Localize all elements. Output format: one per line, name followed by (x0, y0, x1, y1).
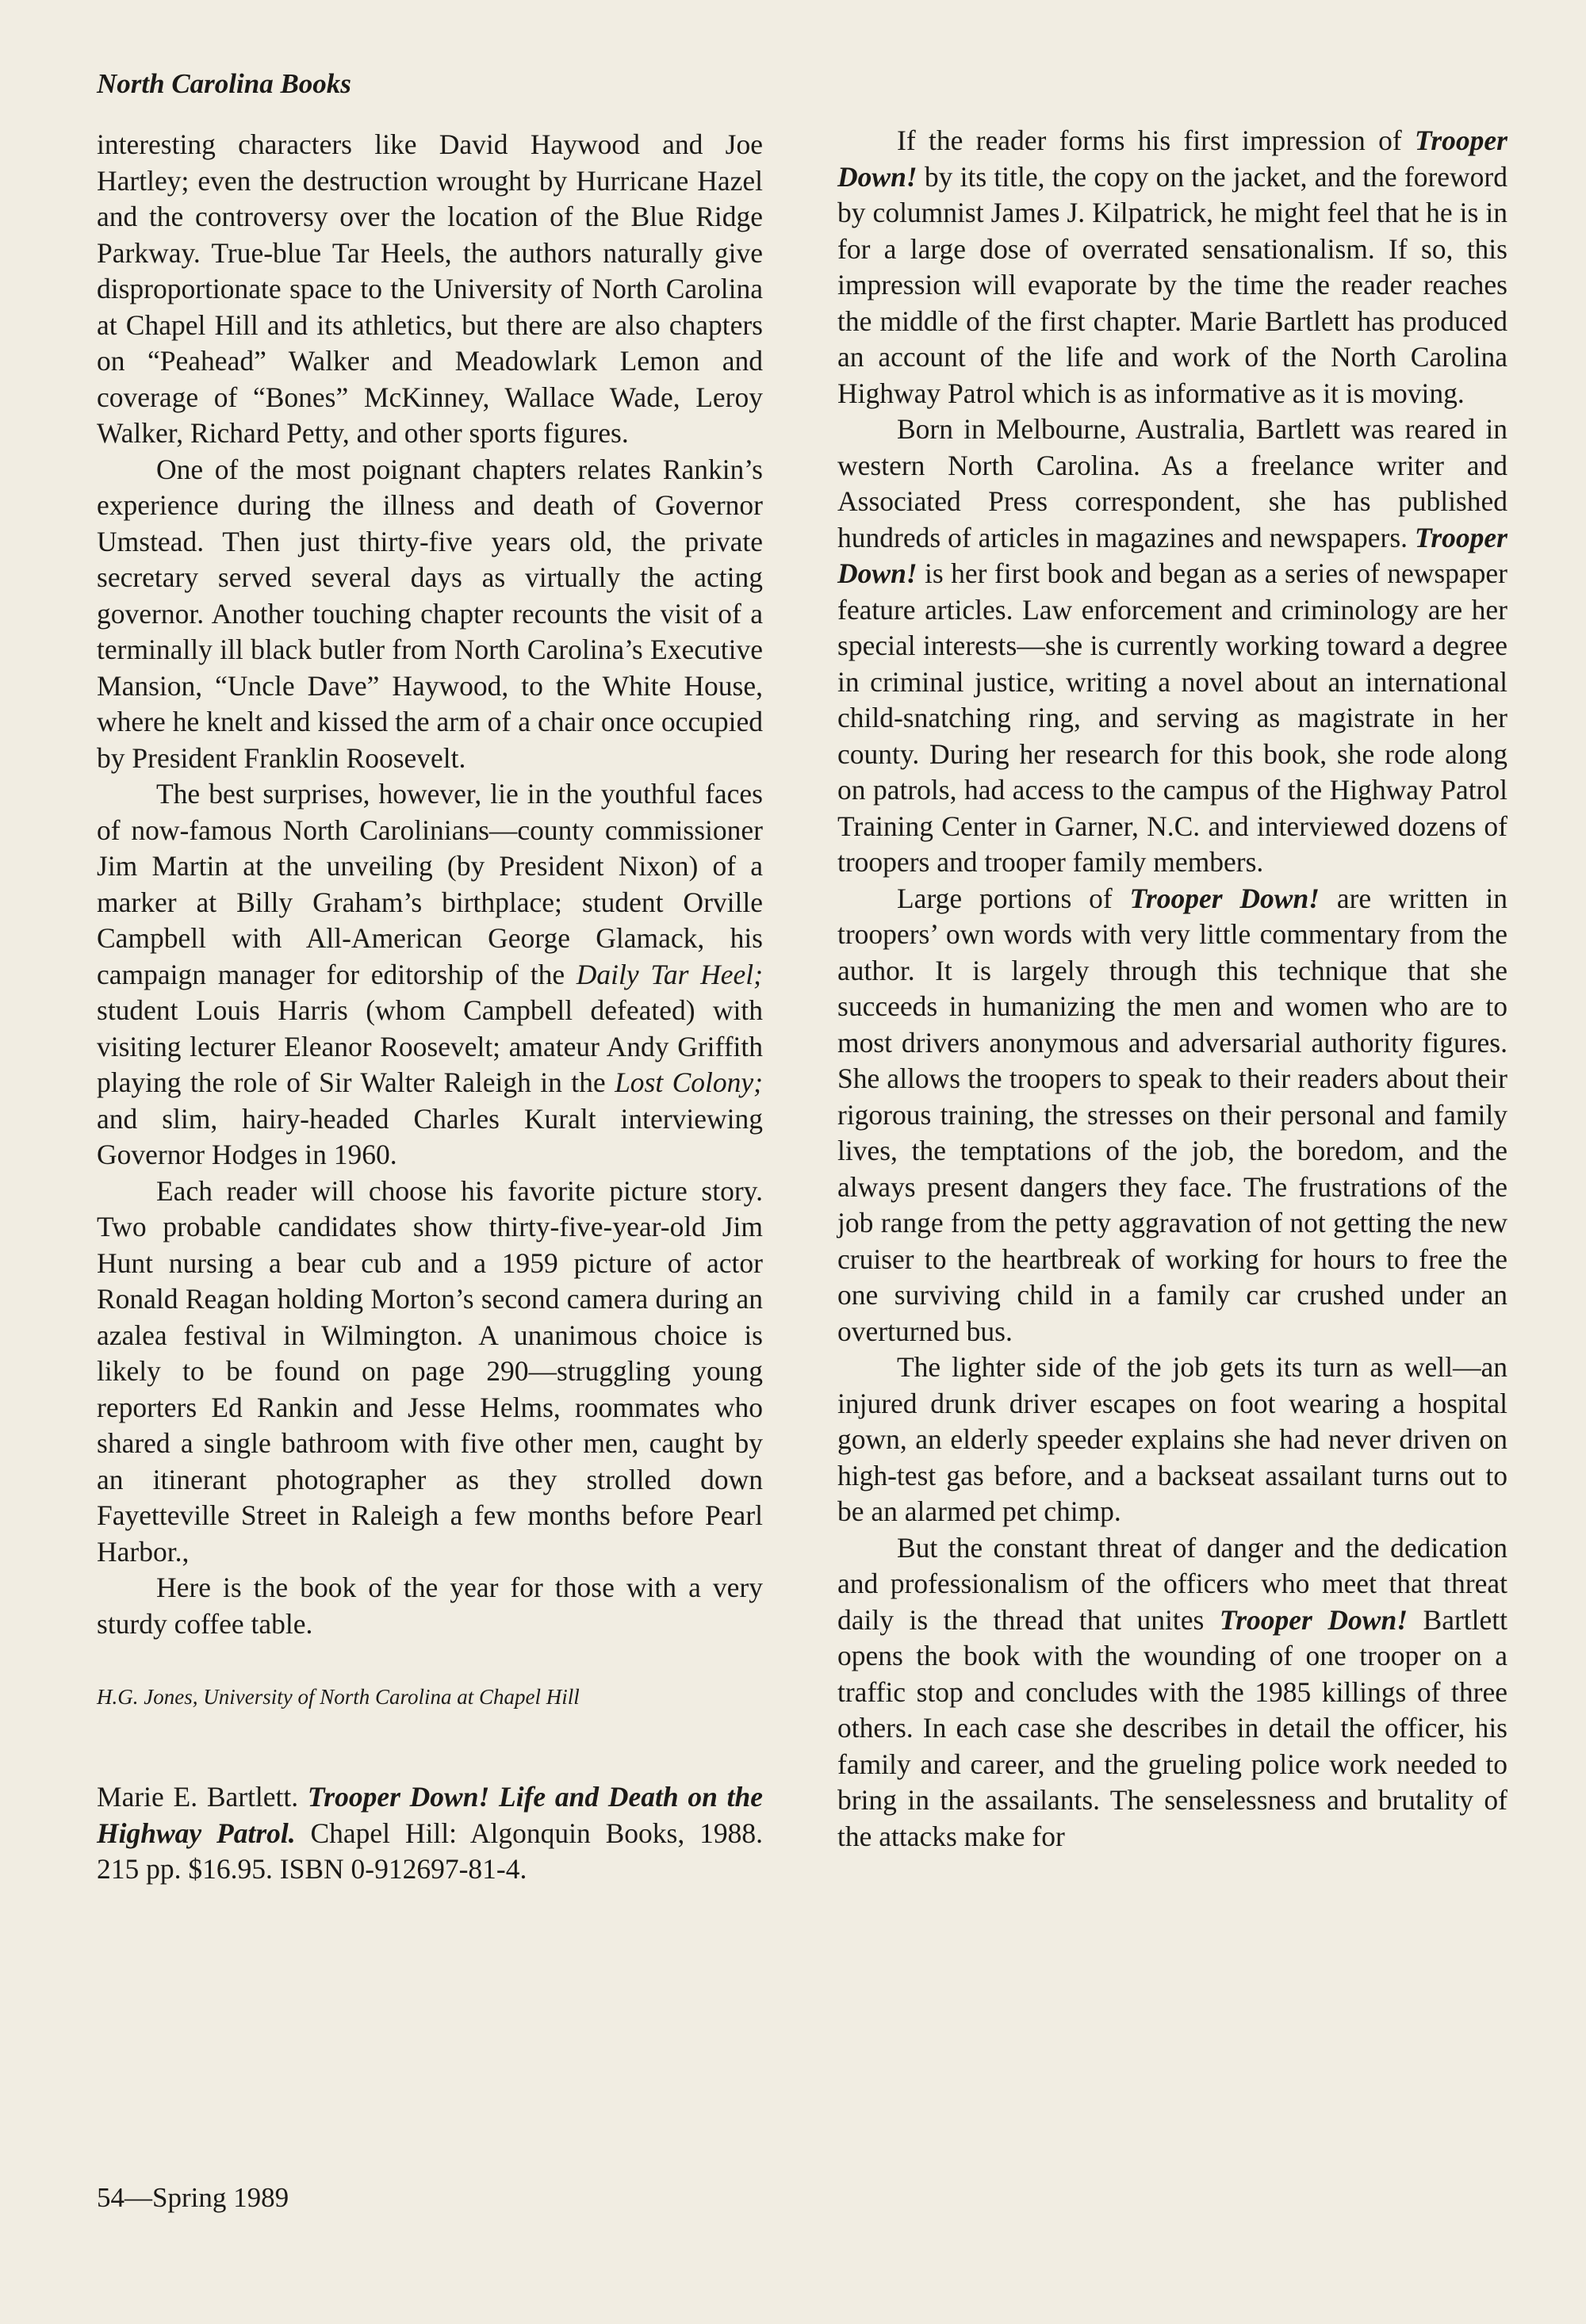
right-paragraph-2 (837, 412, 1507, 881)
right-column (837, 123, 1507, 1855)
right-p1-text-a: If the reader forms his first impression of (897, 124, 1415, 156)
right-p2-text-b: is her first book and began as a series of newspaper feature articles. Law enforcement and criminology are her special interests—she is currently working toward a degree in criminal justice, writing a novel about an international child-snatching ring, and serving as magistrate in her county. During her research for this book, she rode along on patrols, had access to the campus of the Highway Patrol Training Center in Garner, N.C. and interviewed dozens of troopers and trooper family members. (837, 557, 1507, 878)
right-p2-text-a: Born in Melbourne, Australia, Bartlett was reared in western North Carolina. As a freelance writer and Associated Press correspondent, she has published hundreds of articles in magazines and newspapers. (837, 413, 1507, 553)
right-p1-text-b: by its title, the copy on the jacket, and the foreword by columnist James J. Kilpatrick, he might feel that he is in for a large dose of overrated sensationalism. If so, this impression will evaporate by the time the reader reaches the middle of the first chapter. Marie Bartlett has produced an account of the life and work of the North Carolina Highway Patrol which is as informative as it is moving. (837, 160, 1507, 409)
left-paragraph-4: Each reader will choose his favorite picture story. Two probable candidates show thirty-five-year-old Jim Hunt nursing a bear cub and a 1959 picture of actor Ronald Reagan holding Morton’s second camera during an azalea festival in Wilmington. A unanimous choice is likely to be found on page 290—struggling young reporters Ed Rankin and Jesse Helms, roommates who shared a single bathroom with five other men, caught by an itinerant photographer as they strolled down Fayetteville Street in Raleigh a few months before Pearl Harbor., (97, 1174, 763, 1568)
page-folio: 54—Spring 1989 (97, 2182, 289, 2213)
left-paragraph-3 (97, 776, 763, 1173)
citation-author: Marie E. Bartlett. (97, 1781, 308, 1813)
right-paragraph-4: The lighter side of the job gets its turn as well—an injured drunk driver escapes on foot wearing a hospital gown, an elderly speeder explains she had never driven on high-test gas before, and a backseat assailant turns out to be an alarmed pet chimp. (837, 1351, 1507, 1527)
reviewer-byline: H.G. Jones, University of North Carolina at Chapel Hill (97, 1685, 580, 1709)
right-p3-text-a: Large portions of (897, 882, 1130, 914)
trooper-down-title: Trooper Down! (1129, 882, 1320, 914)
left-paragraph-5: Here is the book of the year for those with a very sturdy coffee table. (97, 1572, 763, 1640)
citation-details: Chapel Hill: Algonquin Books, 1988. 215 pp. $16.95. ISBN 0-912697-81-4. (97, 1817, 763, 1885)
right-p3-text-b: are written in troopers’ own words with very little commentary from the author. It is largely through this technique that she succeeds in humanizing the men and women who are to most drivers anonymous and adversarial authority figures. She allows the troopers to speak to their readers about their rigorous training, the stresses on their personal and family lives, the temptations of the job, the boredom, and the always present dangers they face. The frustrations of the job range from the petty aggravation of not getting the new cruiser to the heartbreak of working for hours to free the one surviving child in a family car crushed under an overturned bus. (837, 882, 1507, 1347)
trooper-down-title: Trooper Down! (837, 124, 1507, 193)
right-paragraph-3 (837, 881, 1507, 1350)
right-paragraph-1 (837, 123, 1507, 412)
right-p5-text-b: Bartlett opens the book with the wounding of one trooper on a traffic stop and concludes with the 1985 killings of three others. In each case she describes in detail the officer, his family and career, and the grueling police work needed to bring in the assailants. The senselessness and brutality of the attacks make for (837, 1603, 1507, 1852)
right-p5-text-a: But the constant threat of danger and the dedication and professionalism of the officers who meet that threat daily is the thread that unites (837, 1531, 1507, 1636)
lost-colony-title: Lost Colony; (615, 1066, 763, 1098)
left-paragraph-2: One of the most poignant chapters relates Rankin’s experience during the illness and death of Governor Umstead. Then just thirty-five years old, the private secretary served several days as virtually the acting governor. Another touching chapter recounts the visit of a terminally ill black butler from North Carolina’s Executive Mansion, “Uncle Dave” Haywood, to the White House, where he knelt and kissed the arm of a chair once occupied by President Franklin Roosevelt. (97, 453, 763, 774)
trooper-down-title: Trooper Down! (1219, 1603, 1408, 1636)
trooper-down-title: Trooper Down! (837, 521, 1507, 589)
left-p3-text-a: The best surprises, however, lie in the youthful faces of now-famous North Carolinians—county commissioner Jim Martin at the unveiling (by President Nixon) of a marker at Billy Graham’s birthplace; student Orville Campbell with All-American George Glamack, his campaign manager for editorship of the (97, 778, 763, 990)
running-head: North Carolina Books (97, 68, 351, 99)
left-column (97, 127, 763, 1888)
daily-tar-heel-title: Daily Tar Heel; (576, 958, 763, 990)
left-paragraph-1: interesting characters like David Haywood and Joe Hartley; even the destruction wrought by Hurricane Hazel and the controversy over the location of the Blue Ridge Parkway. True-blue Tar Heels, the authors naturally give disproportionate space to the University of North Carolina at Chapel Hill and its athletics, but there are also chapters on “Peahead” Walker and Meadowlark Lemon and coverage of “Bones” McKinney, Wallace Wade, Leroy Walker, Richard Petty, and other sports figures. (97, 128, 763, 449)
left-p3-text-c: and slim, hairy-headed Charles Kuralt interviewing Governor Hodges in 1960. (97, 1102, 763, 1170)
right-paragraph-5 (837, 1530, 1507, 1855)
book-citation (97, 1779, 763, 1888)
citation-book-title: Trooper Down! Life and Death on the Highway Patrol. (97, 1781, 763, 1849)
left-p3-text-b: student Louis Harris (whom Campbell defeated) with visiting lecturer Eleanor Roosevelt; amateur Andy Griffith playing the role of Sir Walter Raleigh in the (97, 994, 763, 1098)
